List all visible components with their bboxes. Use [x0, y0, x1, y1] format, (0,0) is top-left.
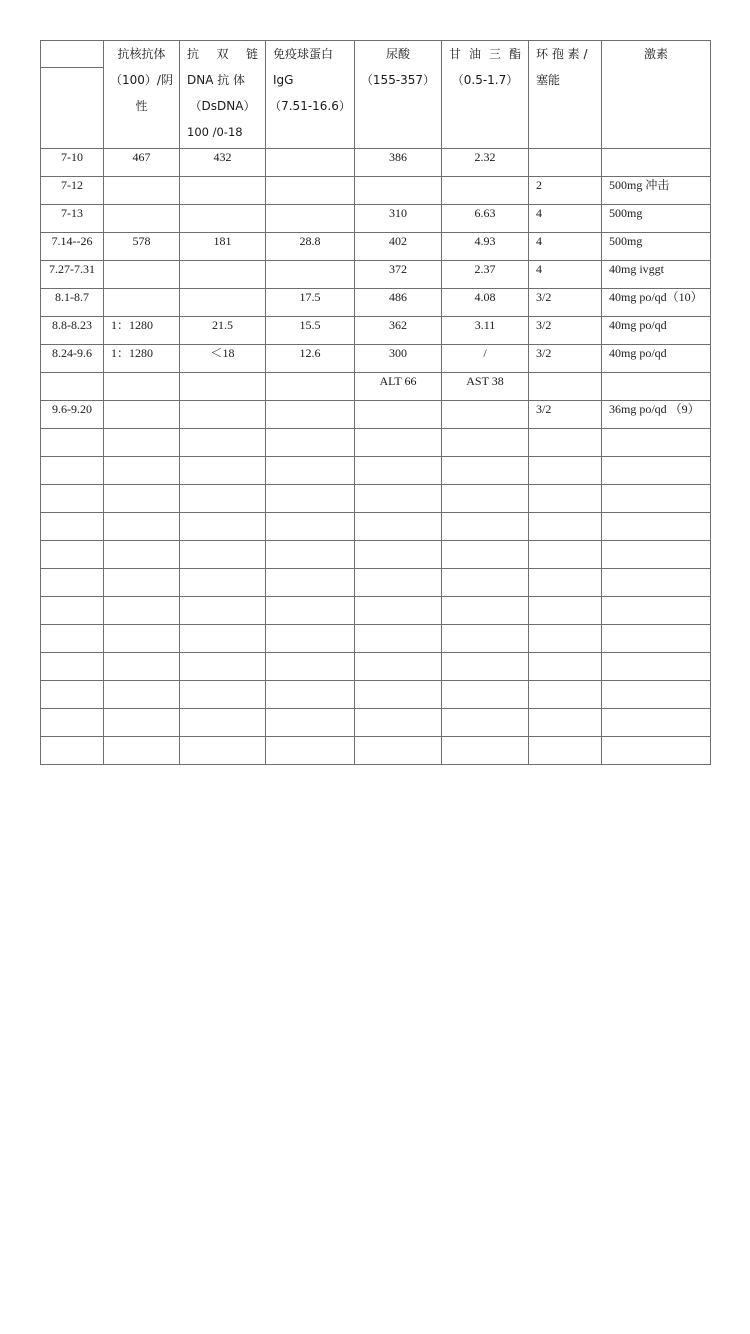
cell-steroid: [602, 597, 711, 625]
cell-igg: [266, 261, 355, 289]
header-cyclosporine-line-2: 塞能: [536, 73, 561, 87]
cell-triglyceride: [442, 737, 529, 765]
header-dsdna-line-4: 100 /0-18: [187, 125, 243, 139]
cell-cyclosporine: 3/2: [529, 317, 602, 345]
cell-igg: [266, 429, 355, 457]
cell-steroid: [602, 429, 711, 457]
table-row: [41, 345, 711, 373]
cell-cyclosporine: 4: [529, 261, 602, 289]
cell-antinuclear: [104, 653, 180, 681]
header-triglyceride-title: [442, 41, 528, 67]
lab-results-table: [40, 40, 711, 765]
cell-date: 8.8-8.23: [41, 317, 104, 345]
header-dsdna-char-3: 链: [245, 47, 258, 61]
cell-date: [41, 513, 104, 541]
cell-steroid: [602, 653, 711, 681]
cell-cyclosporine: [529, 541, 602, 569]
cell-dsdna: [180, 625, 266, 653]
cell-triglyceride: [442, 485, 529, 513]
cell-triglyceride: [442, 569, 529, 597]
table-row: [41, 429, 711, 457]
cell-antinuclear: [104, 541, 180, 569]
cell-triglyceride: 2.32: [442, 149, 529, 177]
cell-uric-acid: [355, 541, 442, 569]
cell-steroid: [602, 737, 711, 765]
cell-triglyceride: [442, 625, 529, 653]
cell-date: 7.27-7.31: [41, 261, 104, 289]
cell-antinuclear: 1：1280: [104, 317, 180, 345]
cell-dsdna: [180, 485, 266, 513]
cell-antinuclear: 578: [104, 233, 180, 261]
header-date-cell-bottom: [41, 68, 104, 149]
header-antinuclear-antibody: [104, 41, 180, 149]
cell-igg: [266, 597, 355, 625]
cell-triglyceride: [442, 177, 529, 205]
cell-antinuclear: [104, 737, 180, 765]
cell-date: [41, 429, 104, 457]
cell-triglyceride: [442, 709, 529, 737]
cell-triglyceride: [442, 681, 529, 709]
header-antinuclear-line-2: （100）/阴: [110, 73, 173, 87]
cell-date: 7.14--26: [41, 233, 104, 261]
cell-steroid: [602, 625, 711, 653]
cell-uric-acid: [355, 681, 442, 709]
cell-igg: [266, 205, 355, 233]
cell-uric-acid: [355, 569, 442, 597]
cell-igg: [266, 653, 355, 681]
cell-cyclosporine: 2: [529, 177, 602, 205]
table-row: [41, 597, 711, 625]
cell-dsdna: 181: [180, 233, 266, 261]
table-row: [41, 485, 711, 513]
cell-triglyceride: AST 38: [442, 373, 529, 401]
cell-date: [41, 709, 104, 737]
cell-igg: [266, 569, 355, 597]
table-row: [41, 401, 711, 429]
cell-date: [41, 569, 104, 597]
cell-date: [41, 541, 104, 569]
header-uric-acid-line-1: 尿酸: [385, 47, 410, 61]
cell-uric-acid: [355, 177, 442, 205]
cell-uric-acid: [355, 709, 442, 737]
header-date-cell-top: [41, 41, 104, 68]
cell-date: 8.24-9.6: [41, 345, 104, 373]
cell-dsdna: [180, 681, 266, 709]
cell-dsdna: [180, 709, 266, 737]
cell-triglyceride: [442, 541, 529, 569]
cell-antinuclear: 1：1280: [104, 345, 180, 373]
cell-cyclosporine: [529, 737, 602, 765]
cell-triglyceride: [442, 457, 529, 485]
cell-triglyceride: 4.93: [442, 233, 529, 261]
cell-steroid: 36mg po/qd （9）: [602, 401, 711, 429]
cell-cyclosporine: 3/2: [529, 289, 602, 317]
cell-triglyceride: /: [442, 345, 529, 373]
cell-triglyceride: [442, 429, 529, 457]
cell-steroid: 40mg po/qd: [602, 317, 711, 345]
cell-steroid: [602, 513, 711, 541]
cell-date: [41, 737, 104, 765]
cell-cyclosporine: [529, 597, 602, 625]
cell-cyclosporine: [529, 569, 602, 597]
cell-dsdna: [180, 653, 266, 681]
cell-uric-acid: ALT 66: [355, 373, 442, 401]
cell-triglyceride: 4.08: [442, 289, 529, 317]
cell-dsdna: [180, 205, 266, 233]
cell-cyclosporine: [529, 457, 602, 485]
cell-dsdna: [180, 457, 266, 485]
cell-igg: 15.5: [266, 317, 355, 345]
table-row: [41, 541, 711, 569]
cell-uric-acid: [355, 457, 442, 485]
cell-dsdna: [180, 569, 266, 597]
cell-antinuclear: [104, 569, 180, 597]
cell-antinuclear: [104, 681, 180, 709]
cell-date: [41, 457, 104, 485]
header-triglyceride-line-2: （0.5-1.7）: [451, 73, 519, 87]
header-steroid: [602, 41, 711, 149]
cell-dsdna: [180, 429, 266, 457]
cell-igg: [266, 541, 355, 569]
header-triglyceride-char-4: 酯: [508, 47, 521, 61]
cell-antinuclear: [104, 513, 180, 541]
header-dsdna-antibody: [180, 41, 266, 149]
cell-steroid: [602, 149, 711, 177]
table-row: [41, 177, 711, 205]
cell-igg: [266, 681, 355, 709]
cell-antinuclear: [104, 625, 180, 653]
cell-uric-acid: [355, 513, 442, 541]
cell-antinuclear: [104, 177, 180, 205]
cell-steroid: 40mg ivggt: [602, 261, 711, 289]
cell-cyclosporine: 3/2: [529, 345, 602, 373]
cell-date: [41, 653, 104, 681]
cell-steroid: 40mg po/qd（10）: [602, 289, 711, 317]
header-uric-acid-line-2: （155-357）: [360, 73, 436, 87]
table-row: [41, 653, 711, 681]
cell-steroid: [602, 373, 711, 401]
cell-antinuclear: [104, 261, 180, 289]
cell-date: [41, 373, 104, 401]
cell-antinuclear: [104, 429, 180, 457]
cell-cyclosporine: [529, 485, 602, 513]
cell-dsdna: [180, 597, 266, 625]
header-triglyceride-char-2: 油: [468, 47, 481, 61]
cell-uric-acid: 486: [355, 289, 442, 317]
cell-igg: 12.6: [266, 345, 355, 373]
cell-igg: [266, 401, 355, 429]
cell-cyclosporine: 4: [529, 205, 602, 233]
cell-uric-acid: [355, 737, 442, 765]
cell-cyclosporine: [529, 429, 602, 457]
cell-antinuclear: [104, 709, 180, 737]
cell-uric-acid: 402: [355, 233, 442, 261]
cell-steroid: 500mg: [602, 233, 711, 261]
header-antinuclear-line-3: 性: [135, 99, 148, 113]
cell-date: [41, 485, 104, 513]
cell-steroid: [602, 457, 711, 485]
cell-igg: 17.5: [266, 289, 355, 317]
cell-uric-acid: [355, 429, 442, 457]
cell-igg: [266, 625, 355, 653]
cell-antinuclear: [104, 373, 180, 401]
header-igg-line-1: 免疫球蛋白: [273, 47, 334, 61]
cell-dsdna: ＜18: [180, 345, 266, 373]
cell-dsdna: [180, 373, 266, 401]
cell-date: 7-13: [41, 205, 104, 233]
table-row: [41, 317, 711, 345]
cell-date: [41, 681, 104, 709]
cell-steroid: [602, 569, 711, 597]
cell-steroid: [602, 485, 711, 513]
cell-cyclosporine: [529, 709, 602, 737]
cell-igg: [266, 177, 355, 205]
table-row: [41, 513, 711, 541]
cell-uric-acid: 310: [355, 205, 442, 233]
cell-date: 7-10: [41, 149, 104, 177]
header-cyclosporine: [529, 41, 602, 149]
cell-cyclosporine: [529, 625, 602, 653]
cell-cyclosporine: [529, 653, 602, 681]
header-triglyceride-char-3: 三: [488, 47, 501, 61]
cell-igg: [266, 485, 355, 513]
cell-igg: [266, 149, 355, 177]
cell-steroid: 500mg: [602, 205, 711, 233]
cell-cyclosporine: [529, 149, 602, 177]
table-row: [41, 569, 711, 597]
cell-antinuclear: [104, 597, 180, 625]
cell-steroid: 500mg 冲击: [602, 177, 711, 205]
cell-triglyceride: [442, 653, 529, 681]
cell-igg: [266, 457, 355, 485]
header-steroid-line-1: 激素: [643, 47, 668, 61]
table-row: [41, 457, 711, 485]
cell-antinuclear: [104, 457, 180, 485]
table-row: [41, 205, 711, 233]
header-dsdna-char-1: 抗: [187, 47, 200, 61]
cell-dsdna: [180, 401, 266, 429]
table-row: [41, 373, 711, 401]
cell-igg: [266, 709, 355, 737]
cell-steroid: [602, 681, 711, 709]
cell-triglyceride: [442, 401, 529, 429]
cell-dsdna: [180, 541, 266, 569]
header-triglyceride: [442, 41, 529, 149]
cell-antinuclear: [104, 205, 180, 233]
cell-uric-acid: 372: [355, 261, 442, 289]
cell-triglyceride: 2.37: [442, 261, 529, 289]
cell-date: 7-12: [41, 177, 104, 205]
cell-triglyceride: 3.11: [442, 317, 529, 345]
table-row: [41, 261, 711, 289]
cell-antinuclear: [104, 289, 180, 317]
cell-cyclosporine: [529, 681, 602, 709]
header-triglyceride-char-1: 甘: [449, 47, 462, 61]
cell-igg: 28.8: [266, 233, 355, 261]
table-row: [41, 625, 711, 653]
cell-antinuclear: 467: [104, 149, 180, 177]
header-cyclosporine-line-1: 环 孢 素 /: [536, 47, 588, 61]
table-row: [41, 289, 711, 317]
cell-triglyceride: 6.63: [442, 205, 529, 233]
cell-dsdna: [180, 737, 266, 765]
cell-cyclosporine: [529, 373, 602, 401]
header-igg: [266, 41, 355, 149]
cell-cyclosporine: 3/2: [529, 401, 602, 429]
cell-dsdna: 432: [180, 149, 266, 177]
header-dsdna-char-2: 双: [216, 47, 229, 61]
cell-uric-acid: [355, 401, 442, 429]
cell-steroid: [602, 541, 711, 569]
cell-uric-acid: [355, 597, 442, 625]
table-row: [41, 709, 711, 737]
table-row: [41, 737, 711, 765]
table-row: [41, 681, 711, 709]
cell-igg: [266, 513, 355, 541]
cell-date: 8.1-8.7: [41, 289, 104, 317]
header-dsdna-line-2: DNA 抗 体: [187, 73, 246, 87]
cell-steroid: [602, 709, 711, 737]
cell-steroid: 40mg po/qd: [602, 345, 711, 373]
cell-dsdna: [180, 289, 266, 317]
header-dsdna-title: [180, 41, 265, 67]
cell-triglyceride: [442, 513, 529, 541]
header-igg-line-2: IgG: [273, 73, 294, 87]
cell-date: [41, 597, 104, 625]
table-row: [41, 149, 711, 177]
table-body: [41, 41, 711, 765]
cell-uric-acid: 362: [355, 317, 442, 345]
cell-cyclosporine: 4: [529, 233, 602, 261]
cell-cyclosporine: [529, 513, 602, 541]
cell-dsdna: [180, 177, 266, 205]
cell-uric-acid: [355, 653, 442, 681]
cell-uric-acid: [355, 485, 442, 513]
cell-uric-acid: 300: [355, 345, 442, 373]
cell-dsdna: [180, 513, 266, 541]
cell-antinuclear: [104, 485, 180, 513]
cell-dsdna: [180, 261, 266, 289]
cell-triglyceride: [442, 597, 529, 625]
cell-igg: [266, 737, 355, 765]
cell-antinuclear: [104, 401, 180, 429]
cell-igg: [266, 373, 355, 401]
cell-dsdna: 21.5: [180, 317, 266, 345]
table-row: [41, 233, 711, 261]
cell-date: 9.6-9.20: [41, 401, 104, 429]
cell-date: [41, 625, 104, 653]
cell-uric-acid: 386: [355, 149, 442, 177]
header-antinuclear-line-1: 抗核抗体: [117, 47, 166, 61]
header-row: [41, 41, 711, 68]
header-igg-line-3: （7.51-16.6）: [269, 99, 351, 113]
header-dsdna-line-3: （DsDNA）: [189, 99, 256, 113]
header-uric-acid: [355, 41, 442, 149]
cell-uric-acid: [355, 625, 442, 653]
